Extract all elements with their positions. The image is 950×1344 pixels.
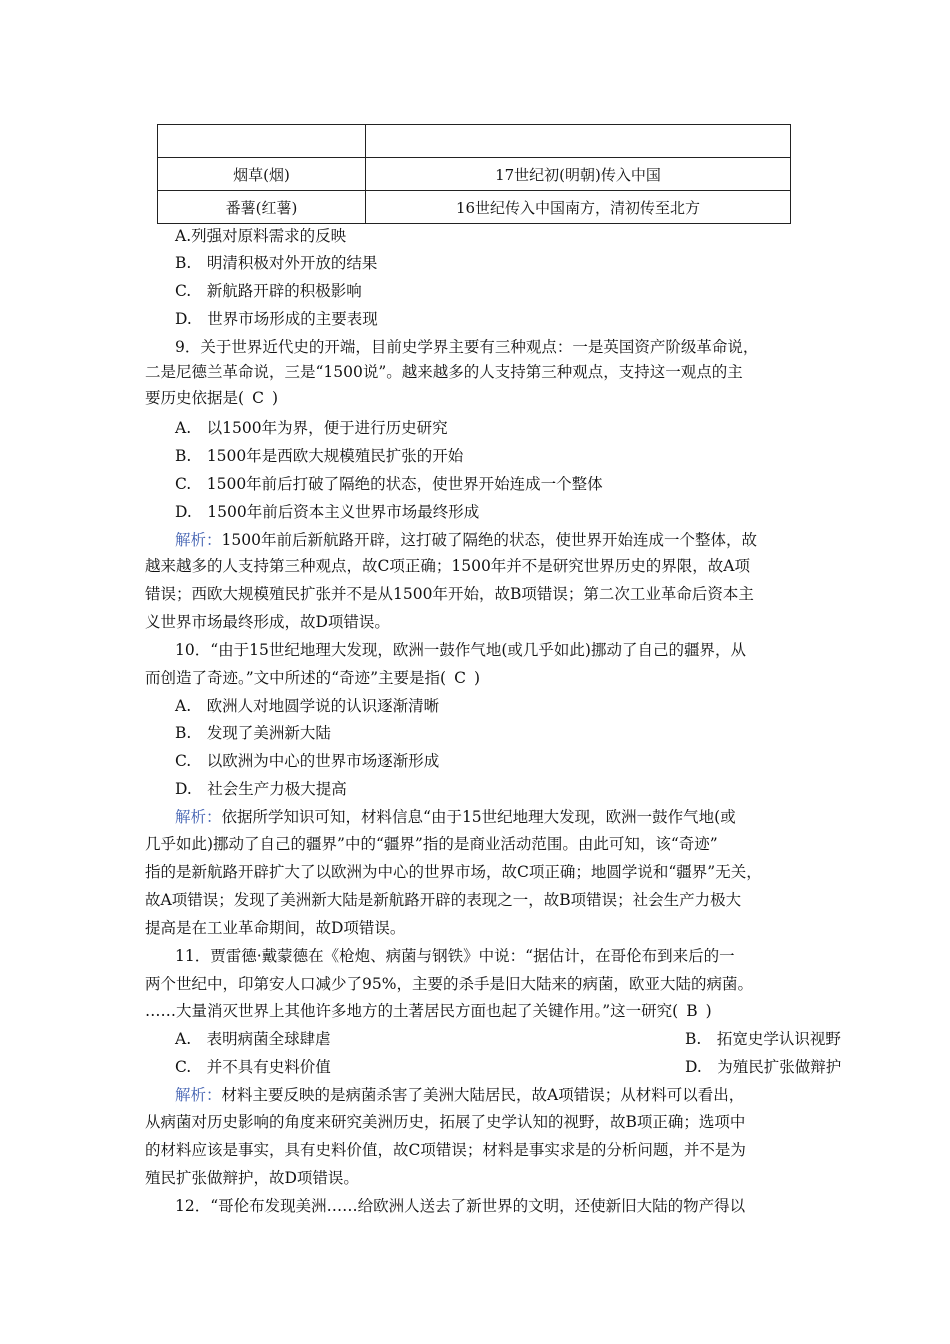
- q9-explanation-line: 越来越多的人支持第三种观点，故C项正确；1500年并不是研究世界历史的界限，故A项: [145, 557, 751, 575]
- q10-stem-line: [145, 668, 480, 688]
- explanation-label: 解析：: [175, 808, 222, 826]
- q9-stem-line: 9．关于世界近代史的开端，目前史学界主要有三种观点：一是英国资产阶级革命说，: [175, 338, 759, 356]
- q11-explanation-line: [175, 1085, 744, 1105]
- q10-option-a: A. 欧洲人对地圆学说的认识逐渐清晰: [175, 697, 440, 715]
- q11-stem-text: ……大量消灭世界上其他许多地方的土著居民方面也起了关键作用。”这一研究(: [145, 1002, 679, 1020]
- q11-answer: B: [686, 1002, 698, 1020]
- q10-explanation-line: 提高是在工业革命期间，故D项错误。: [145, 919, 406, 937]
- q9-answer: C: [252, 389, 264, 407]
- q8-option-b: B. 明清积极对外开放的结果: [175, 254, 378, 272]
- q9-option-a: A. 以1500年为界，便于进行历史研究: [175, 419, 448, 437]
- table-cell: 烟草(烟): [158, 158, 366, 191]
- q8-option-a: A.列强对原料需求的反映: [175, 227, 347, 245]
- q10-explanation-line: 故A项错误；发现了美洲新大陆是新航路开辟的表现之一，故B项错误；社会生产力极大: [145, 891, 742, 909]
- q10-option-d: D. 社会生产力极大提高: [175, 780, 347, 798]
- q12-stem-line: 12．“哥伦布发现美洲……给欧洲人送去了新世界的文明，还使新旧大陆的物产得以: [175, 1197, 746, 1215]
- table-row: [158, 191, 791, 224]
- q9-stem-close: ): [271, 389, 278, 407]
- q10-explanation-line: 指的是新航路开辟扩大了以欧洲为中心的世界市场，故C项正确；地圆学说和“疆界”无关，: [145, 863, 762, 881]
- q11-explanation-text: 材料主要反映的是病菌杀害了美洲大陆居民，故A项错误；从材料可以看出，: [221, 1086, 745, 1104]
- q11-stem-line: 两个世纪中，印第安人口减少了95%，主要的杀手是旧大陆来的病菌，欧亚大陆的病菌。: [145, 975, 753, 993]
- q10-stem-text: 而创造了奇迹。”文中所述的“奇迹”主要是指(: [145, 669, 447, 687]
- table-cell: 16世纪传入中国南方，清初传至北方: [366, 191, 791, 224]
- q8-option-d: D. 世界市场形成的主要表现: [175, 310, 378, 328]
- q11-explanation-line: 从病菌对历史影响的角度来研究美洲历史，拓展了史学认知的视野，故B项正确；选项中: [145, 1113, 746, 1131]
- q11-options-row: [175, 1057, 842, 1077]
- q11-option-a: A. 表明病菌全球肆虐: [175, 1030, 331, 1048]
- q10-explanation-line: 几乎如此)挪动了自己的疆界”中的“疆界”指的是商业活动范围。由此可知，该“奇迹”: [145, 835, 718, 853]
- q11-stem-line: 11．贾雷德·戴蒙德在《枪炮、病菌与钢铁》中说：“据估计，在哥伦布到来后的一: [175, 947, 735, 965]
- q9-option-c: C. 1500年前后打破了隔绝的状态，使世界开始连成一个整体: [175, 475, 603, 493]
- q11-explanation-line: 殖民扩张做辩护，故D项错误。: [145, 1169, 359, 1187]
- q9-explanation-text: 1500年前后新航路开辟，这打破了隔绝的状态，使世界开始连成一个整体，故: [221, 531, 757, 549]
- q11-stem-line: [145, 1001, 712, 1021]
- explanation-label: 解析：: [175, 1086, 222, 1104]
- q9-option-d: D. 1500年前后资本主义世界市场最终形成: [175, 503, 480, 521]
- q9-explanation-line: 义世界市场最终形成，故D项错误。: [145, 613, 390, 631]
- q9-option-b: B. 1500年是西欧大规模殖民扩张的开始: [175, 447, 464, 465]
- q11-option-d: D. 为殖民扩张做辩护: [685, 1058, 842, 1076]
- q10-stem-line: 10．“由于15世纪地理大发现，欧洲一鼓作气地(或几乎如此)挪动了自己的疆界，从: [175, 641, 746, 659]
- q11-option-c: C. 并不具有史料价值: [175, 1058, 331, 1076]
- q11-explanation-line: 的材料应该是事实，具有史料价值，故C项错误；材料是事实求是的分析问题，并不是为: [145, 1141, 746, 1159]
- table-cell: [158, 125, 366, 158]
- table-cell: 番薯(红薯): [158, 191, 366, 224]
- q10-stem-close: ): [473, 669, 481, 687]
- crop-origin-table: [157, 124, 791, 224]
- q10-answer: C: [454, 669, 466, 687]
- q10-explanation-text: 依据所学知识可知，材料信息“由于15世纪地理大发现，欧洲一鼓作气地(或: [221, 808, 736, 826]
- q9-stem-line: [145, 388, 278, 408]
- q11-stem-close: ): [705, 1002, 712, 1020]
- q8-option-c: C. 新航路开辟的积极影响: [175, 282, 362, 300]
- q10-option-c: C. 以欧洲为中心的世界市场逐渐形成: [175, 752, 440, 770]
- q11-options-row: [175, 1029, 841, 1049]
- q10-option-b: B. 发现了美洲新大陆: [175, 724, 331, 742]
- q9-explanation-line: [175, 530, 757, 550]
- q9-stem-line: 二是尼德兰革命说，三是“1500说”。越来越多的人支持第三种观点，支持这一观点的主: [145, 363, 743, 381]
- table-row: [158, 158, 791, 191]
- explanation-label: 解析：: [175, 531, 222, 549]
- table-cell: [366, 125, 791, 158]
- q9-explanation-line: 错误；西欧大规模殖民扩张并不是从1500年开始，故B项错误；第二次工业革命后资本主: [145, 585, 754, 603]
- table-row: [158, 125, 791, 158]
- q10-explanation-line: [175, 807, 736, 827]
- q9-stem-text: 要历史依据是(: [145, 389, 245, 407]
- table-cell: 17世纪初(明朝)传入中国: [366, 158, 791, 191]
- q11-option-b: B. 拓宽史学认识视野: [685, 1030, 841, 1048]
